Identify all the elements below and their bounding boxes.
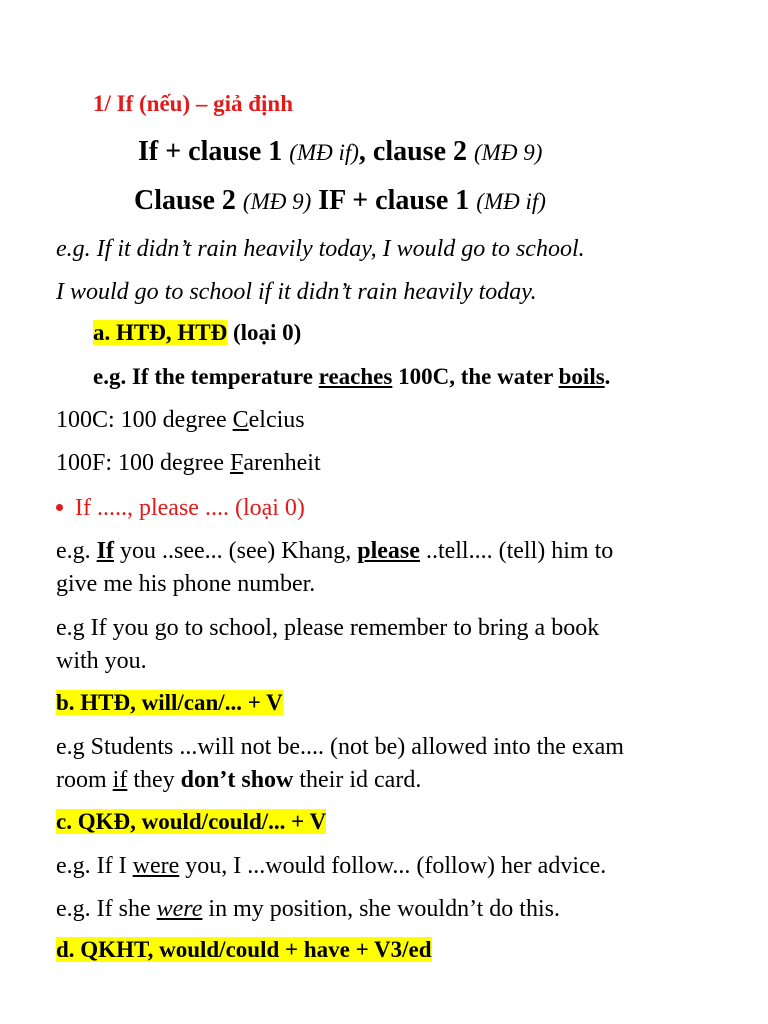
- section-d-heading: d. QKHT, would/could + have + V3/ed: [56, 937, 432, 962]
- example-c-line1: e.g Students ...will not be.... (not be) allowed into the exam: [56, 734, 624, 760]
- section-a-heading: a. HTĐ, HTĐ (loại 0): [93, 320, 302, 345]
- farenheit-line: 100F: 100 degree Farenheit: [56, 450, 321, 476]
- celcius-line: 100C: 100 degree Celcius: [56, 407, 305, 433]
- example-b2-line1: e.g If you go to school, please remember to bring a book: [56, 615, 600, 641]
- example-d1: e.g. If I were you, I ...would follow... (follow) her advice.: [56, 853, 607, 879]
- example-b2-line2: with you.: [56, 648, 147, 674]
- formula-line-1: If + clause 1 (MĐ if), clause 2 (MĐ 9): [138, 136, 543, 167]
- example-sentence-1: e.g. If it didn’t rain heavily today, I would go to school.: [56, 236, 585, 262]
- example-sentence-2: I would go to school if it didn’t rain heavily today.: [56, 279, 537, 305]
- example-c-line2: room if they don’t show their id card.: [56, 767, 422, 793]
- example-d2: e.g. If she were in my position, she wouldn’t do this.: [56, 896, 560, 922]
- example-a: e.g. If the temperature reaches 100C, the water boils.: [93, 364, 611, 389]
- example-b1-line1: e.g. If you ..see... (see) Khang, please ..tell.... (tell) him to: [56, 538, 614, 564]
- formula-line-2: Clause 2 (MĐ 9) IF + clause 1 (MĐ if): [134, 185, 546, 216]
- section-heading: 1/ If (nếu) – giả định: [93, 91, 294, 116]
- example-b1-line2: give me his phone number.: [56, 571, 316, 597]
- bullet-dot-icon: [56, 504, 63, 511]
- section-b-heading: b. HTĐ, will/can/... + V: [56, 690, 283, 715]
- section-c-heading: c. QKĐ, would/could/... + V: [56, 809, 327, 834]
- bullet-item: If ....., please .... (loại 0): [56, 492, 305, 524]
